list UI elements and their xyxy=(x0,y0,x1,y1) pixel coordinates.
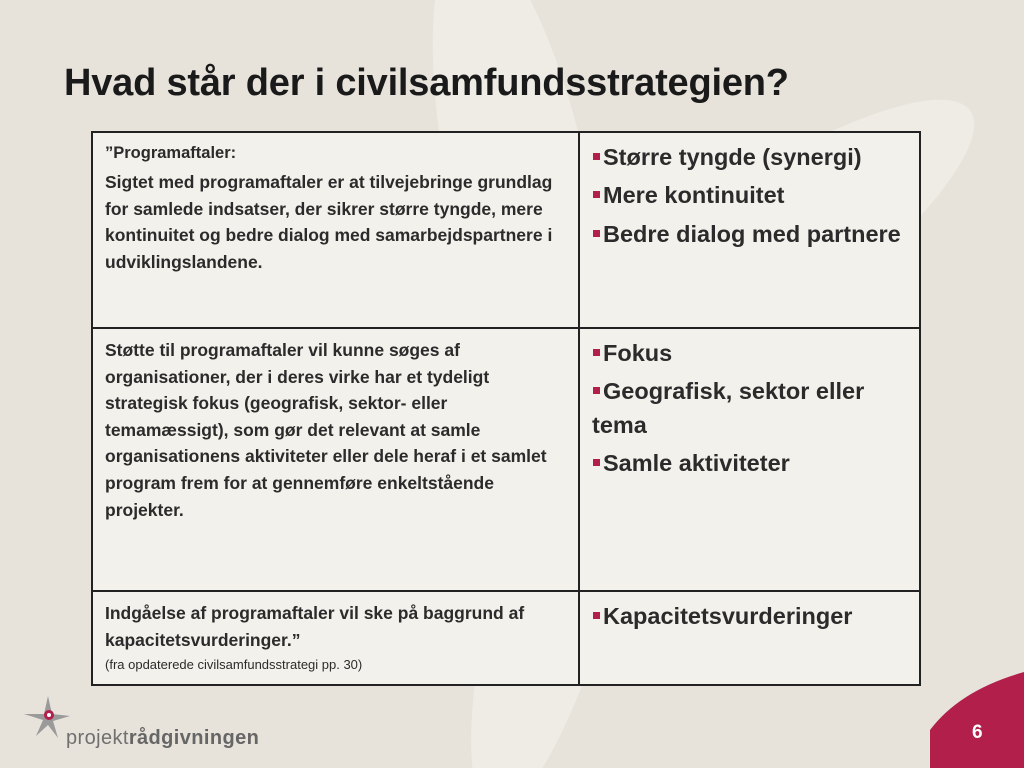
cell-text: Sigtet med programaftaler er at tilvejebringe grundlag for samlede indsatser, der sikrer større tyngde, mere kontinuitet og bedre dialog med samarbejdspartnere i udviklingslandene. xyxy=(105,172,553,272)
list-item xyxy=(592,447,909,480)
page-number: 6 xyxy=(972,722,983,743)
square-bullet-icon xyxy=(593,153,600,160)
square-bullet-icon xyxy=(593,387,600,394)
list-item xyxy=(592,179,909,212)
list-item-label: Mere kontinuitet xyxy=(603,182,785,209)
list-item xyxy=(592,600,909,633)
cell-text: Indgåelse af programaftaler vil ske på baggrund af kapacitetsvurderinger.” xyxy=(105,603,525,650)
list-item xyxy=(592,218,909,251)
list-item-label: Samle aktiviteter xyxy=(603,450,790,477)
bullet-list xyxy=(592,600,909,633)
table-row xyxy=(92,591,920,685)
list-item xyxy=(592,375,909,442)
bullet-list xyxy=(592,337,909,480)
table-cell-left xyxy=(92,328,579,591)
list-item-label: Fokus xyxy=(603,340,673,366)
table-cell-right xyxy=(579,328,920,591)
corner-accent-shape xyxy=(930,672,1024,768)
table-cell-left xyxy=(92,591,579,685)
list-item xyxy=(592,141,909,174)
table-cell-right xyxy=(579,132,920,328)
cell-text: Støtte til programaftaler vil kunne søges af organisationer, der i deres virke har et tydeligt strategisk fokus (geografisk, sektor- eller temamæssigt), som gør det relevant at samle organisationens aktiviteter eller dele heraf i et samlet program frem for at gennemføre enkeltstående projekter. xyxy=(105,340,547,520)
cell-heading: ”Programaftaler: xyxy=(105,144,237,162)
table-cell-left xyxy=(92,132,579,328)
logo-text-bold: rådgivningen xyxy=(128,727,260,749)
list-item xyxy=(592,337,909,370)
square-bullet-icon xyxy=(593,349,600,356)
square-bullet-icon xyxy=(593,612,600,619)
square-bullet-icon xyxy=(593,230,600,237)
square-bullet-icon xyxy=(593,191,600,198)
table-cell-right xyxy=(579,591,920,685)
table-row xyxy=(92,328,920,591)
table-row xyxy=(92,132,920,328)
logo-text-light: projekt xyxy=(66,727,129,749)
list-item-label: Bedre dialog med partnere xyxy=(603,220,901,247)
bullet-list xyxy=(592,141,909,251)
list-item-label: Større tyngde (synergi) xyxy=(603,144,862,170)
strategy-table xyxy=(91,131,921,686)
list-item-label: Kapacitetsvurderinger xyxy=(603,603,853,629)
square-bullet-icon xyxy=(593,459,600,466)
slide-title: Hvad står der i civilsamfundsstrategien? xyxy=(64,62,789,104)
list-item-label: Geografisk, sektor eller tema xyxy=(592,378,865,438)
company-logo-text xyxy=(66,727,259,750)
source-note: (fra opdaterede civilsamfundsstrategi pp. 30) xyxy=(105,657,363,673)
